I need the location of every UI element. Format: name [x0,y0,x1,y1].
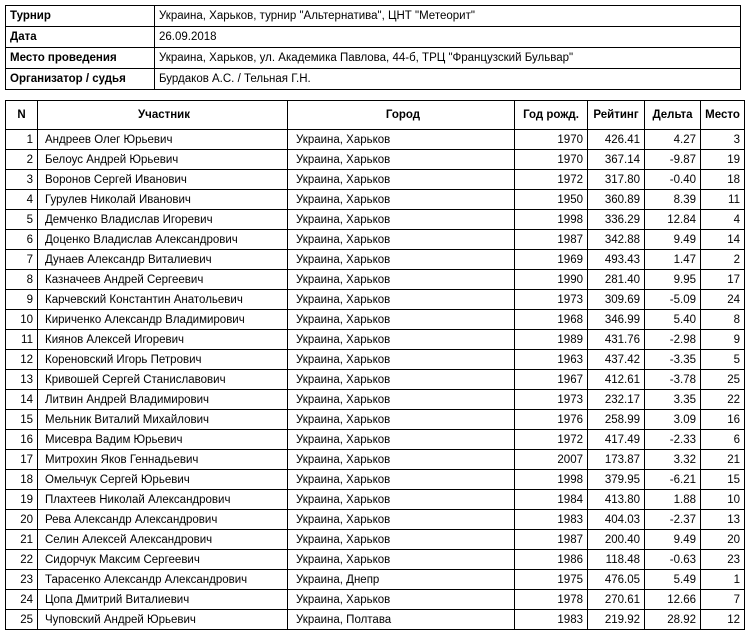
cell-delta: 3.09 [645,410,701,430]
cell-delta: 5.40 [645,310,701,330]
cell-number: 21 [6,530,38,550]
cell-place: 15 [701,470,745,490]
cell-rating: 379.95 [588,470,645,490]
cell-rating: 404.03 [588,510,645,530]
cell-city: Украина, Харьков [288,430,515,450]
cell-city: Украина, Харьков [288,530,515,550]
cell-rating: 258.99 [588,410,645,430]
cell-rating: 317.80 [588,170,645,190]
table-row [6,450,745,470]
cell-city: Украина, Харьков [288,130,515,150]
cell-rating: 413.80 [588,490,645,510]
col-header-delta: Дельта [645,101,701,130]
cell-delta: -0.40 [645,170,701,190]
cell-rating: 493.43 [588,250,645,270]
cell-number: 15 [6,410,38,430]
table-row [6,430,745,450]
cell-participant: Киянов Алексей Игоревич [38,330,288,350]
table-row [6,350,745,370]
cell-delta: 5.49 [645,570,701,590]
cell-participant: Чуповский Андрей Юрьевич [38,610,288,630]
cell-number: 11 [6,330,38,350]
cell-place: 1 [701,570,745,590]
cell-birth-year: 1968 [515,310,588,330]
cell-delta: -6.21 [645,470,701,490]
cell-delta: -2.98 [645,330,701,350]
cell-rating: 367.14 [588,150,645,170]
table-row [6,510,745,530]
cell-participant: Рева Александр Александрович [38,510,288,530]
info-value: 26.09.2018 [155,27,741,48]
cell-rating: 200.40 [588,530,645,550]
cell-rating: 342.88 [588,230,645,250]
cell-city: Украина, Харьков [288,550,515,570]
table-row [6,410,745,430]
cell-delta: 12.84 [645,210,701,230]
cell-number: 19 [6,490,38,510]
cell-place: 6 [701,430,745,450]
info-label: Дата [6,27,155,48]
cell-number: 2 [6,150,38,170]
cell-city: Украина, Харьков [288,230,515,250]
cell-birth-year: 1986 [515,550,588,570]
cell-birth-year: 1998 [515,470,588,490]
col-header-city: Город [288,101,515,130]
cell-place: 7 [701,590,745,610]
cell-city: Украина, Харьков [288,210,515,230]
cell-city: Украина, Харьков [288,470,515,490]
cell-place: 14 [701,230,745,250]
cell-number: 12 [6,350,38,370]
cell-rating: 336.29 [588,210,645,230]
cell-place: 25 [701,370,745,390]
cell-delta: -3.78 [645,370,701,390]
cell-birth-year: 1975 [515,570,588,590]
cell-birth-year: 1950 [515,190,588,210]
cell-number: 23 [6,570,38,590]
cell-number: 10 [6,310,38,330]
table-row [6,610,745,630]
cell-place: 3 [701,130,745,150]
cell-delta: -3.35 [645,350,701,370]
cell-number: 17 [6,450,38,470]
cell-participant: Мельник Виталий Михайлович [38,410,288,430]
cell-delta: 4.27 [645,130,701,150]
cell-birth-year: 1963 [515,350,588,370]
cell-number: 4 [6,190,38,210]
col-header-place: Место [701,101,745,130]
table-row [6,190,745,210]
cell-place: 18 [701,170,745,190]
cell-rating: 426.41 [588,130,645,150]
cell-place: 17 [701,270,745,290]
cell-birth-year: 1983 [515,610,588,630]
cell-delta: -9.87 [645,150,701,170]
cell-birth-year: 1976 [515,410,588,430]
info-row [6,27,741,48]
cell-participant: Кривошей Сергей Станиславович [38,370,288,390]
cell-city: Украина, Харьков [288,310,515,330]
cell-number: 13 [6,370,38,390]
cell-birth-year: 1989 [515,330,588,350]
cell-birth-year: 1970 [515,150,588,170]
cell-participant: Кореновский Игорь Петрович [38,350,288,370]
cell-birth-year: 1973 [515,390,588,410]
cell-birth-year: 1984 [515,490,588,510]
cell-number: 22 [6,550,38,570]
cell-participant: Карчевский Константин Анатольевич [38,290,288,310]
cell-delta: -2.37 [645,510,701,530]
info-row [6,69,741,90]
table-row [6,390,745,410]
cell-delta: 12.66 [645,590,701,610]
cell-place: 12 [701,610,745,630]
cell-place: 21 [701,450,745,470]
cell-city: Украина, Харьков [288,370,515,390]
cell-delta: 9.95 [645,270,701,290]
cell-city: Украина, Харьков [288,510,515,530]
cell-participant: Тарасенко Александр Александрович [38,570,288,590]
cell-number: 18 [6,470,38,490]
cell-delta: -5.09 [645,290,701,310]
cell-birth-year: 1972 [515,430,588,450]
col-header-number: N [6,101,38,130]
cell-place: 16 [701,410,745,430]
cell-birth-year: 1987 [515,230,588,250]
cell-rating: 281.40 [588,270,645,290]
cell-birth-year: 1972 [515,170,588,190]
cell-place: 20 [701,530,745,550]
table-row [6,550,745,570]
cell-number: 8 [6,270,38,290]
cell-participant: Плахтеев Николай Александрович [38,490,288,510]
info-value: Украина, Харьков, турнир "Альтернатива", ЦНТ "Метеорит" [155,6,741,27]
cell-rating: 417.49 [588,430,645,450]
results-header-row [6,101,745,130]
col-header-participant: Участник [38,101,288,130]
cell-number: 14 [6,390,38,410]
table-row [6,210,745,230]
cell-city: Украина, Харьков [288,270,515,290]
table-row [6,150,745,170]
cell-participant: Мисевра Вадим Юрьевич [38,430,288,450]
table-row [6,530,745,550]
cell-place: 2 [701,250,745,270]
cell-participant: Цопа Дмитрий Виталиевич [38,590,288,610]
cell-city: Украина, Харьков [288,330,515,350]
cell-birth-year: 1983 [515,510,588,530]
cell-participant: Доценко Владислав Александрович [38,230,288,250]
results-table [5,100,745,630]
cell-city: Украина, Полтава [288,610,515,630]
cell-participant: Белоус Андрей Юрьевич [38,150,288,170]
cell-rating: 476.05 [588,570,645,590]
info-value: Бурдаков А.С. / Тельная Г.Н. [155,69,741,90]
cell-rating: 232.17 [588,390,645,410]
info-label: Место проведения [6,48,155,69]
table-row [6,290,745,310]
cell-place: 24 [701,290,745,310]
cell-city: Украина, Харьков [288,350,515,370]
cell-delta: 9.49 [645,530,701,550]
cell-participant: Сидорчук Максим Сергеевич [38,550,288,570]
cell-delta: 3.32 [645,450,701,470]
cell-place: 19 [701,150,745,170]
cell-number: 5 [6,210,38,230]
cell-participant: Дунаев Александр Виталиевич [38,250,288,270]
cell-birth-year: 1969 [515,250,588,270]
cell-number: 16 [6,430,38,450]
cell-city: Украина, Харьков [288,410,515,430]
cell-rating: 412.61 [588,370,645,390]
info-label: Турнир [6,6,155,27]
cell-city: Украина, Харьков [288,170,515,190]
table-row [6,590,745,610]
cell-number: 24 [6,590,38,610]
table-row [6,130,745,150]
table-row [6,370,745,390]
cell-city: Украина, Харьков [288,150,515,170]
cell-place: 11 [701,190,745,210]
cell-city: Украина, Харьков [288,490,515,510]
info-label: Организатор / судья [6,69,155,90]
cell-birth-year: 1990 [515,270,588,290]
cell-birth-year: 1973 [515,290,588,310]
cell-rating: 431.76 [588,330,645,350]
cell-rating: 270.61 [588,590,645,610]
cell-place: 8 [701,310,745,330]
cell-participant: Литвин Андрей Владимирович [38,390,288,410]
cell-delta: 1.88 [645,490,701,510]
tournament-info-body [6,6,741,90]
cell-rating: 118.48 [588,550,645,570]
tournament-info-table [5,5,741,90]
info-row [6,48,741,69]
cell-rating: 173.87 [588,450,645,470]
results-body [6,130,745,630]
cell-participant: Андреев Олег Юрьевич [38,130,288,150]
cell-place: 10 [701,490,745,510]
cell-city: Украина, Харьков [288,590,515,610]
cell-place: 13 [701,510,745,530]
cell-birth-year: 1998 [515,210,588,230]
cell-participant: Кириченко Александр Владимирович [38,310,288,330]
cell-place: 22 [701,390,745,410]
cell-place: 5 [701,350,745,370]
table-row [6,250,745,270]
cell-city: Украина, Харьков [288,290,515,310]
col-header-birth-year: Год рожд. [515,101,588,130]
table-row [6,330,745,350]
cell-participant: Казначеев Андрей Сергеевич [38,270,288,290]
table-row [6,230,745,250]
cell-number: 7 [6,250,38,270]
table-row [6,170,745,190]
table-row [6,310,745,330]
cell-city: Украина, Харьков [288,190,515,210]
cell-delta: 28.92 [645,610,701,630]
cell-number: 1 [6,130,38,150]
cell-delta: 3.35 [645,390,701,410]
table-row [6,270,745,290]
cell-delta: 8.39 [645,190,701,210]
cell-rating: 360.89 [588,190,645,210]
cell-number: 25 [6,610,38,630]
cell-participant: Воронов Сергей Иванович [38,170,288,190]
cell-delta: -0.63 [645,550,701,570]
cell-participant: Демченко Владислав Игоревич [38,210,288,230]
table-row [6,470,745,490]
cell-delta: 9.49 [645,230,701,250]
cell-participant: Селин Алексей Александрович [38,530,288,550]
cell-place: 23 [701,550,745,570]
cell-city: Украина, Днепр [288,570,515,590]
cell-rating: 437.42 [588,350,645,370]
table-row [6,490,745,510]
cell-rating: 309.69 [588,290,645,310]
cell-participant: Митрохин Яков Геннадьевич [38,450,288,470]
table-row [6,570,745,590]
col-header-rating: Рейтинг [588,101,645,130]
cell-number: 6 [6,230,38,250]
cell-city: Украина, Харьков [288,450,515,470]
cell-rating: 219.92 [588,610,645,630]
cell-participant: Гурулев Николай Иванович [38,190,288,210]
cell-participant: Омельчук Сергей Юрьевич [38,470,288,490]
cell-birth-year: 1967 [515,370,588,390]
cell-birth-year: 1978 [515,590,588,610]
cell-delta: -2.33 [645,430,701,450]
cell-birth-year: 2007 [515,450,588,470]
cell-delta: 1.47 [645,250,701,270]
cell-place: 4 [701,210,745,230]
cell-number: 20 [6,510,38,530]
info-row [6,6,741,27]
cell-birth-year: 1970 [515,130,588,150]
cell-number: 3 [6,170,38,190]
cell-city: Украина, Харьков [288,250,515,270]
cell-number: 9 [6,290,38,310]
cell-birth-year: 1987 [515,530,588,550]
cell-city: Украина, Харьков [288,390,515,410]
info-value: Украина, Харьков, ул. Академика Павлова, 44-б, ТРЦ "Французский Бульвар" [155,48,741,69]
cell-place: 9 [701,330,745,350]
cell-rating: 346.99 [588,310,645,330]
